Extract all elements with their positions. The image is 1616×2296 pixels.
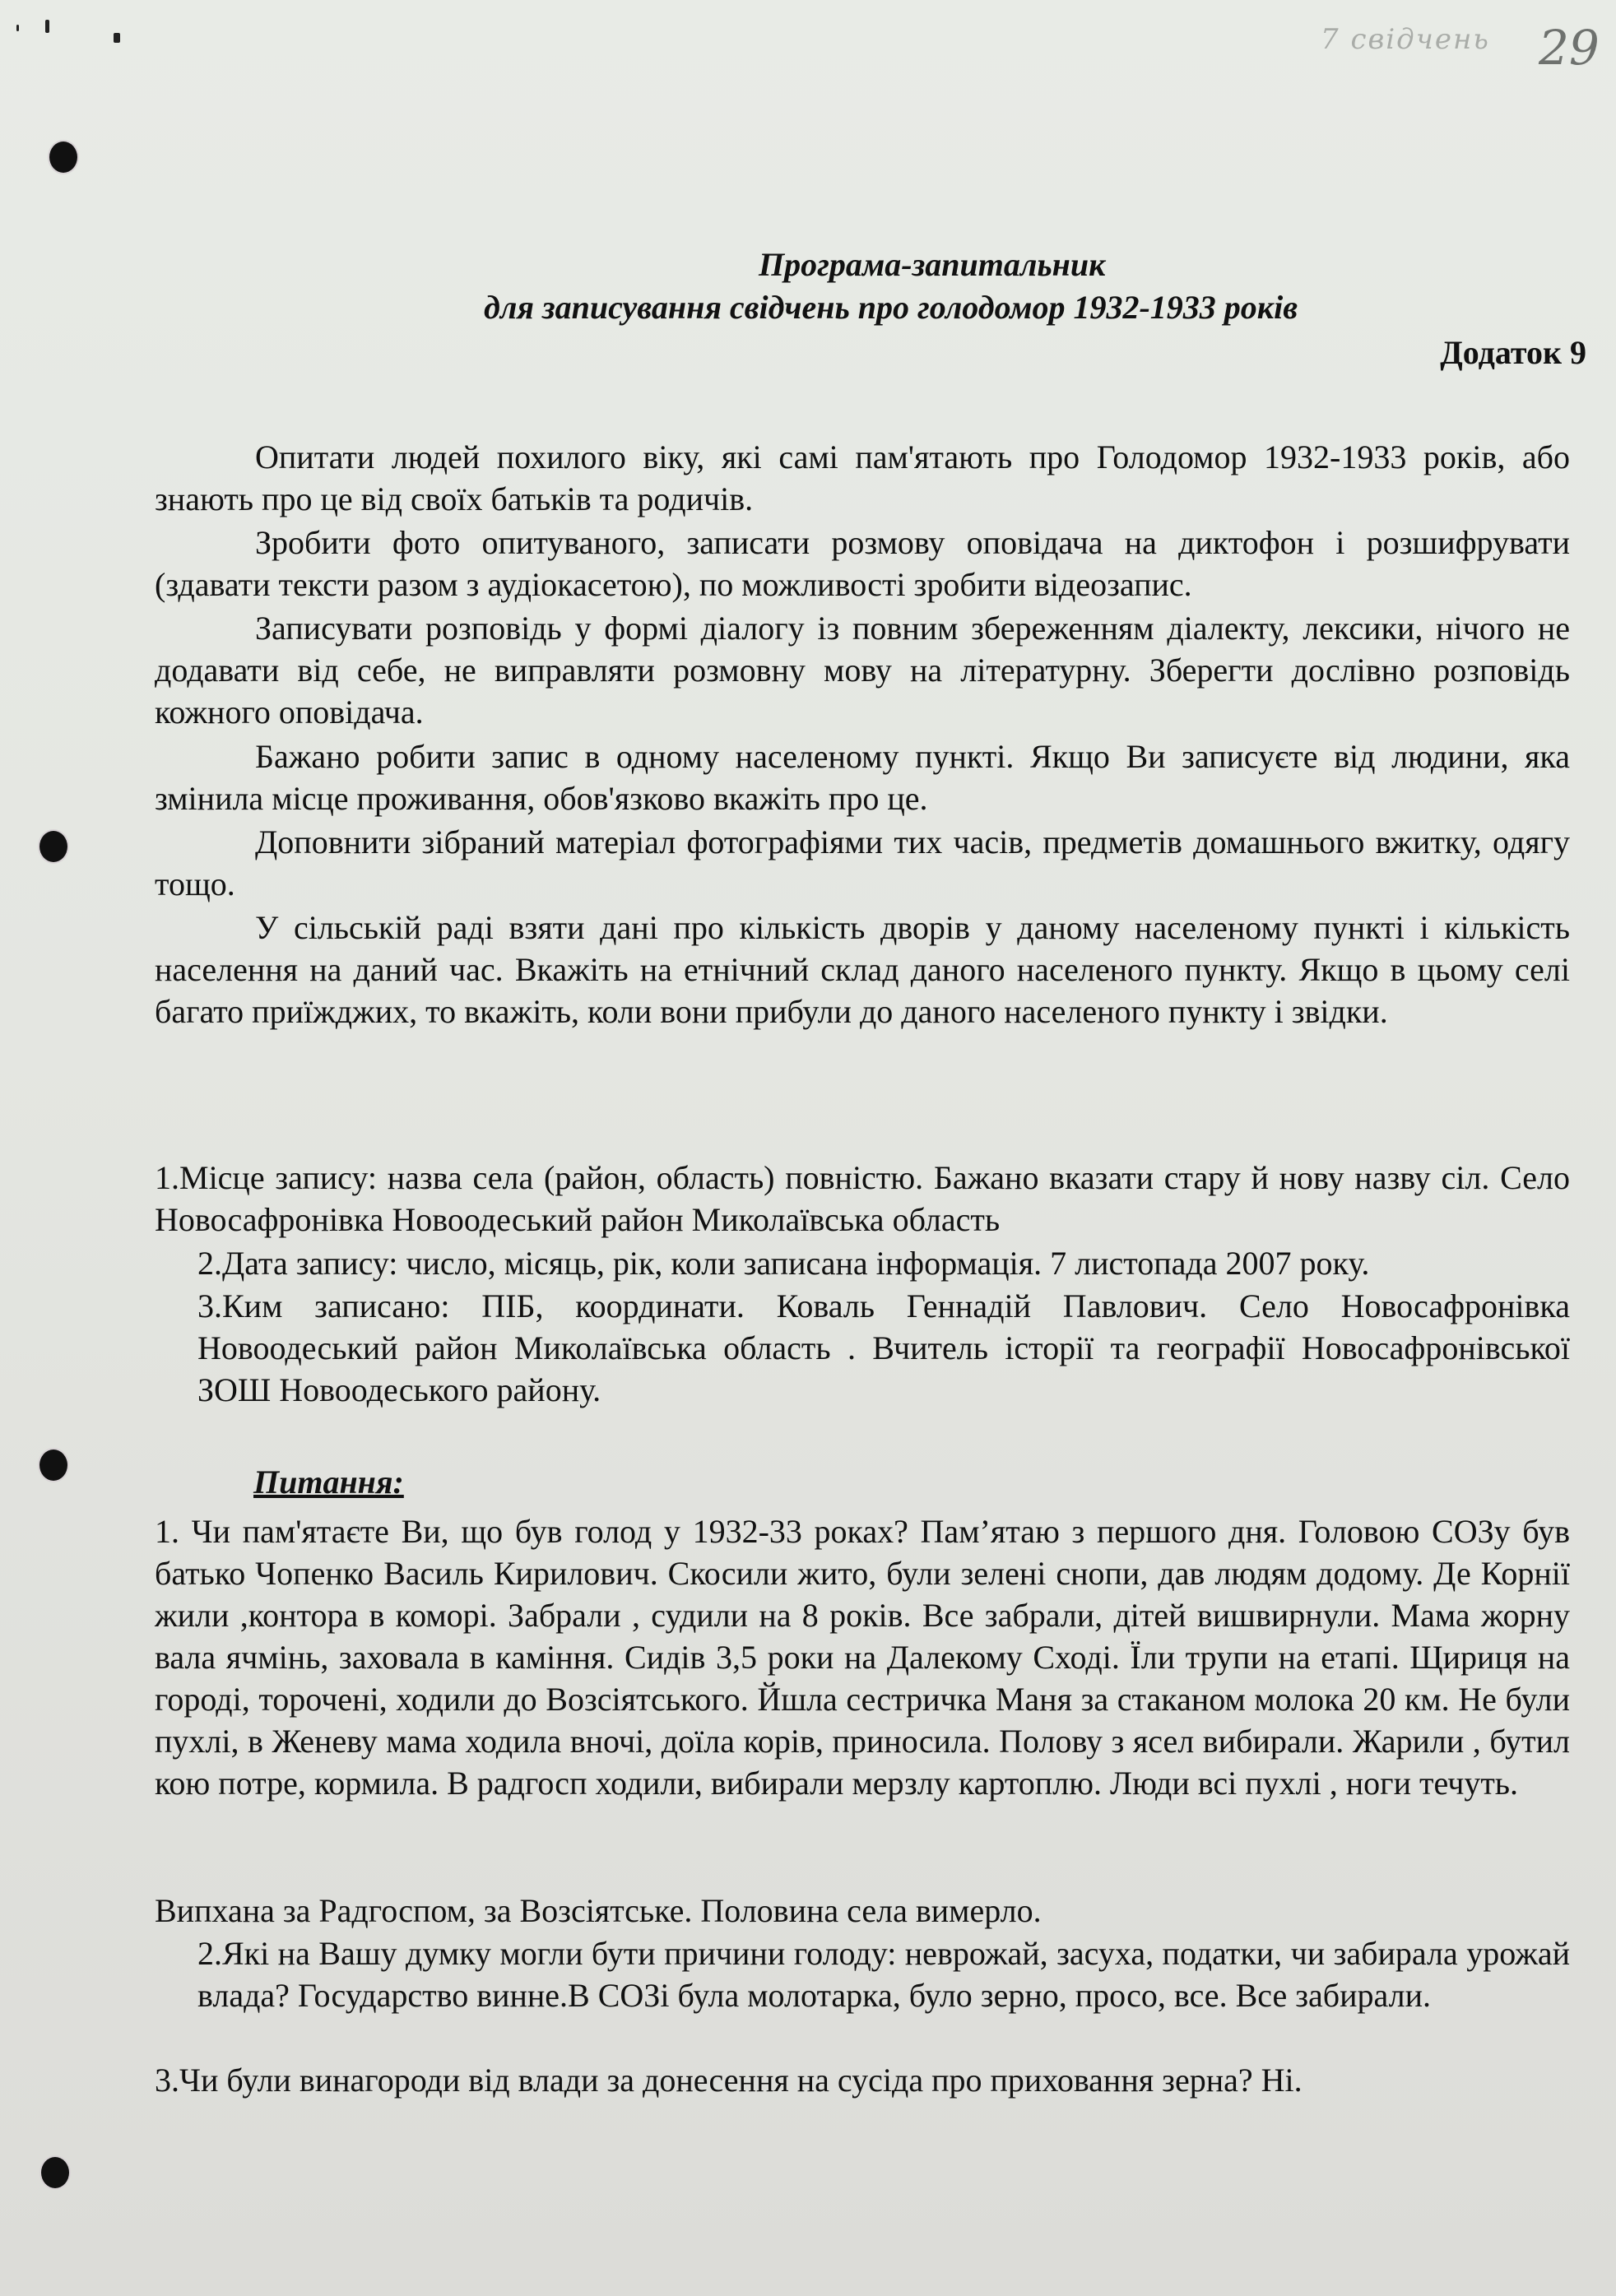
question-answer: 1. Чи пам'ятаєте Ви, що був голод у 1932-33 роках? Пам’ятаю з першого дня. Головою СОЗу був батько Чопенко Василь Кирилович. Скосили жито, були зелені снопи, дав людям додому. Де Корнії жили ,контора в коморі. Забрали , судили на 8 років. Все забрали, дітей вишвирнули. Мама жорну вала ячмінь, заховала в каміння. Сидів 3,5 роки на Далекому Сході. Їли трупи на етапі. Щириця на городі, торочені, ходили до Возсіятського. Йшла сестричка Маня за стаканом молока 20 км. Не були пухлі, в Женеву мама ходила вночі, доїла корів, приносила. Полову з ясел вибирали. Жарили , бутил кою потре, кормила. В радгосп ходили, вибирали мерзлу картоплю. Люди всі пухлі , ноги течуть. (155, 1513, 1570, 1802)
question-answer: 3.Чи були винагороди від влади за донесення на сусіда про приховання зерна? Ні. (155, 2062, 1303, 2099)
document-title: Програма-запитальник (759, 246, 1106, 283)
punch-hole (41, 2157, 69, 2188)
record-author: 3.Ким записано: ПІБ, координати. Коваль Геннадій Павлович. Село Новосафронівка Новоодеський район Миколаївська область . Вчитель історії та географії Новосафронівської ЗОШ Новоодеського району. (197, 1287, 1570, 1408)
punch-hole (39, 1449, 67, 1481)
instruction-paragraph: Бажано робити запис в одному населеному пункті. Якщо Ви записуєте від людини, яка змінила місце проживання, обов'язково вкажіть про це. (155, 738, 1570, 817)
punch-hole (39, 831, 67, 862)
question-answer: Випхана за Радгоспом, за Возсіятське. Половина села вимерло. (155, 1892, 1042, 1929)
questions-heading: Питання: (253, 1463, 404, 1501)
ink-speck (114, 33, 120, 43)
instruction-paragraph: Зробити фото опитуваного, записати розмову оповідача на диктофон і розшифрувати (здавати тексти разом з аудіокасетою), по можливості зробити відеозапис. (155, 524, 1570, 603)
question-answer: 2.Які на Вашу думку могли бути причини голоду: неврожай, засуха, податки, чи забирала урожай влада? Государство винне.В СОЗі була молотарка, було зерно, просо, все. Все забирали. (197, 1935, 1570, 2014)
handwritten-note: 7 свідчень (1321, 23, 1490, 56)
record-date: 2.Дата запису: число, місяць, рік, коли записана інформація. 7 листопада 2007 року. (197, 1245, 1370, 1282)
instruction-paragraph: Записувати розповідь у формі діалогу із повним збереженням діалекту, лексики, нічого не додавати від себе, не виправляти розмовну мову на літературну. Зберегти дослівно розповідь кожного оповідача. (155, 610, 1570, 731)
punch-hole (49, 141, 77, 173)
instruction-paragraph: У сільській раді взяти дані про кількість дворів у даному населеному пункті і кількість населення на даний час. Вкажіть на етнічний склад даного населеного пункту. Якщо в цьому селі багато приїжджих, то вкажіть, коли вони прибули до даного населеного пункту і звідки. (155, 909, 1570, 1030)
instruction-paragraph: Опитати людей похилого віку, які самі пам'ятають про Голодомор 1932-1933 років, або знають про це від своїх батьків та родичів. (155, 438, 1570, 517)
appendix-label: Додаток 9 (1440, 334, 1586, 371)
ink-speck (45, 20, 49, 33)
record-place: 1.Місце запису: назва села (район, область) повністю. Бажано вказати стару й нову назву сіл. Село Новосафронівка Новоодеський район Миколаївська область (155, 1159, 1570, 1238)
instruction-paragraph: Доповнити зібраний матеріал фотографіями тих часів, предметів домашнього вжитку, одягу тощо. (155, 823, 1570, 902)
page-number: 29 (1539, 20, 1600, 76)
ink-speck (16, 25, 19, 31)
document-subtitle: для записування свідчень про голодомор 1932-1933 років (484, 289, 1298, 326)
